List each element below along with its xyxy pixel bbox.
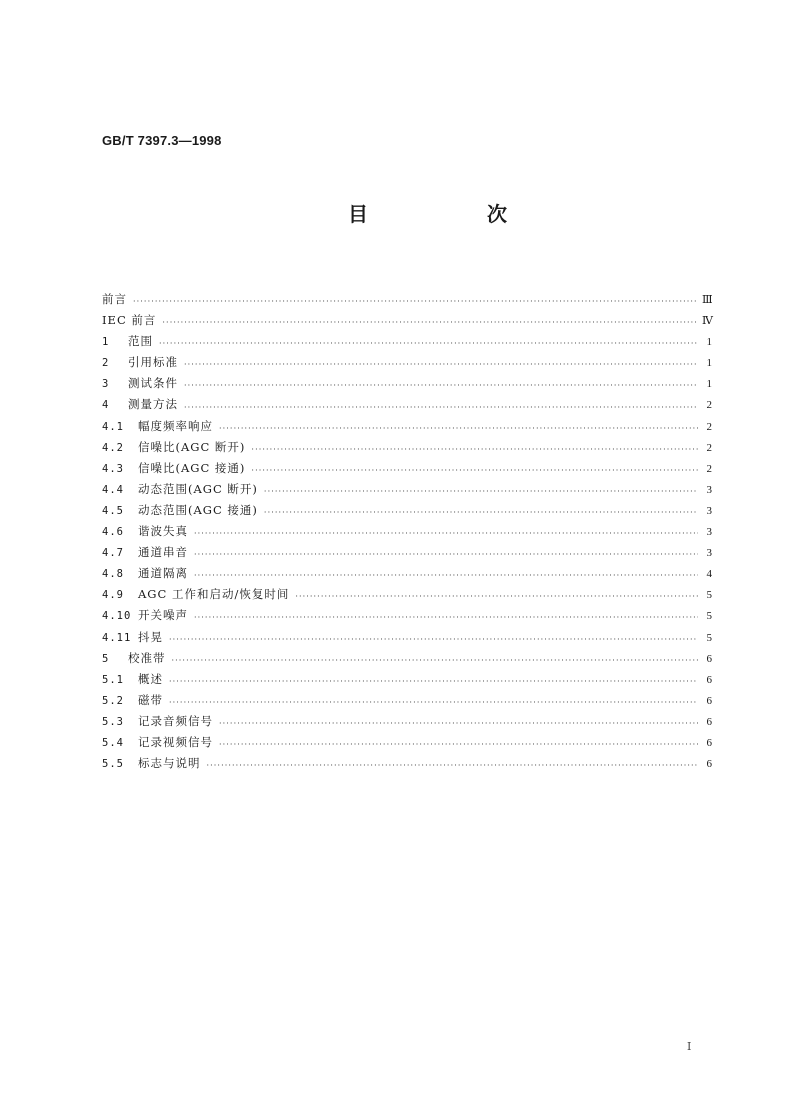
toc-dot-leader [194, 529, 698, 538]
toc-entry-label: 信噪比(AGC 断开) [138, 439, 246, 454]
toc-entry-number: 4.9 [102, 589, 124, 602]
toc-entry-label: 测试条件 [128, 376, 178, 391]
toc-dot-leader [184, 360, 698, 369]
toc-entry-number: 5 [102, 652, 110, 665]
toc-entry-number: 5.4 [102, 736, 124, 749]
toc-dot-leader [219, 424, 698, 433]
toc-entry[interactable] [102, 586, 712, 607]
table-of-contents [102, 291, 712, 776]
toc-dot-leader [219, 740, 698, 749]
toc-entry[interactable] [102, 713, 712, 734]
toc-entry[interactable] [102, 354, 712, 375]
toc-dot-leader [207, 761, 699, 770]
standard-number: GB/T 7397.3—1998 [102, 133, 222, 148]
toc-entry-page: 6 [706, 652, 712, 665]
toc-dot-leader [184, 403, 698, 412]
toc-entry-number: 3 [102, 378, 110, 391]
toc-entry[interactable] [102, 650, 712, 671]
toc-entry-label: IEC 前言 [102, 313, 157, 328]
toc-dot-leader [169, 698, 698, 707]
toc-entry[interactable] [102, 755, 712, 776]
page-number: Ⅰ [687, 1040, 692, 1053]
toc-entry-number: 5.5 [102, 758, 124, 771]
toc-dot-leader [194, 571, 698, 580]
toc-entry[interactable] [102, 629, 712, 650]
toc-entry-label: 动态范围(AGC 接通) [138, 502, 258, 517]
toc-entry[interactable] [102, 333, 712, 354]
toc-entry-page: 3 [706, 547, 712, 560]
toc-entry-number: 4.2 [102, 441, 124, 454]
toc-entry-page: 5 [706, 589, 712, 602]
toc-dot-leader [133, 297, 698, 306]
toc-entry-number: 4.1 [102, 420, 124, 433]
toc-entry-label: 幅度频率响应 [138, 418, 213, 433]
toc-entry[interactable] [102, 396, 712, 417]
toc-entry-label: 测量方法 [128, 397, 178, 412]
toc-entry-page: 5 [706, 610, 712, 623]
toc-entry[interactable] [102, 692, 712, 713]
toc-entry[interactable] [102, 671, 712, 692]
toc-entry-label: 范围 [128, 334, 153, 349]
toc-dot-leader [264, 487, 698, 496]
toc-entry-number: 4.10 [102, 610, 132, 623]
toc-entry-label: 开关噪声 [138, 608, 188, 623]
toc-entry-number: 4.7 [102, 547, 124, 560]
toc-entry[interactable] [102, 312, 712, 333]
toc-dot-leader [159, 339, 698, 348]
toc-dot-leader [295, 592, 698, 601]
toc-entry-page: 6 [706, 736, 712, 749]
toc-entry[interactable] [102, 607, 712, 628]
toc-dot-leader [162, 318, 698, 327]
toc-entry[interactable] [102, 565, 712, 586]
toc-entry[interactable] [102, 418, 712, 439]
toc-entry-number: 4.8 [102, 568, 124, 581]
toc-entry-page: 5 [706, 631, 712, 644]
toc-entry-number: 2 [102, 357, 110, 370]
toc-entry-number: 5.1 [102, 673, 124, 686]
toc-entry-number: 4.5 [102, 504, 124, 517]
toc-entry-label: 引用标准 [128, 355, 178, 370]
toc-entry[interactable] [102, 439, 712, 460]
toc-entry-label: 磁带 [138, 692, 163, 707]
toc-entry-page: 2 [706, 420, 712, 433]
toc-entry-page: 1 [706, 357, 712, 370]
toc-entry-label: 概述 [138, 671, 163, 686]
toc-entry-label: 前言 [102, 292, 127, 306]
toc-entry[interactable] [102, 544, 712, 565]
toc-entry-label: 记录视频信号 [138, 734, 213, 749]
toc-dot-leader [194, 613, 698, 622]
toc-entry-label: 信噪比(AGC 接通) [138, 460, 246, 475]
toc-entry[interactable] [102, 523, 712, 544]
toc-entry[interactable] [102, 734, 712, 755]
toc-entry-label: 记录音频信号 [138, 713, 213, 728]
toc-entry-number: 5.2 [102, 694, 124, 707]
toc-entry-page: 1 [706, 336, 712, 349]
toc-dot-leader [169, 635, 698, 644]
toc-entry-page: 1 [706, 378, 712, 391]
toc-entry[interactable] [102, 460, 712, 481]
toc-entry-page: 2 [706, 441, 712, 454]
toc-entry-label: 标志与说明 [138, 756, 201, 771]
toc-entry[interactable] [102, 375, 712, 396]
toc-entry[interactable] [102, 291, 712, 312]
toc-entry-page: 6 [706, 694, 712, 707]
toc-entry-label: AGC 工作和启动/恢复时间 [138, 587, 290, 602]
page-title: 目 次 [348, 202, 563, 226]
toc-entry-number: 4.6 [102, 526, 124, 539]
toc-dot-leader [251, 445, 698, 454]
toc-entry-number: 5.3 [102, 715, 124, 728]
toc-entry[interactable] [102, 481, 712, 502]
toc-entry-page: 3 [706, 526, 712, 539]
toc-entry-page: 6 [706, 758, 712, 771]
toc-entry-page: 2 [706, 399, 712, 412]
toc-entry-number: 4.11 [102, 631, 132, 644]
toc-entry-page: Ⅳ [702, 315, 713, 328]
toc-entry-number: 4.4 [102, 483, 124, 496]
toc-entry-label: 抖晃 [138, 629, 163, 644]
toc-dot-leader [194, 550, 698, 559]
toc-dot-leader [264, 508, 698, 517]
toc-entry-number: 1 [102, 336, 110, 349]
toc-entry-page: 3 [706, 504, 712, 517]
toc-entry-label: 动态范围(AGC 断开) [138, 481, 258, 496]
toc-entry-label: 通道隔离 [138, 566, 188, 581]
toc-dot-leader [251, 466, 698, 475]
toc-entry[interactable] [102, 502, 712, 523]
toc-dot-leader [172, 656, 699, 665]
toc-entry-page: 3 [706, 483, 712, 496]
toc-entry-page: Ⅲ [702, 294, 713, 306]
toc-dot-leader [184, 381, 698, 390]
toc-entry-page: 6 [706, 673, 712, 686]
toc-entry-number: 4 [102, 399, 110, 412]
toc-entry-number: 4.3 [102, 462, 124, 475]
toc-entry-label: 谐波失真 [138, 524, 188, 539]
toc-entry-label: 校准带 [128, 650, 166, 665]
toc-entry-label: 通道串音 [138, 545, 188, 560]
toc-entry-page: 6 [706, 715, 712, 728]
toc-dot-leader [169, 677, 698, 686]
toc-dot-leader [219, 719, 698, 728]
toc-entry-page: 4 [706, 568, 712, 581]
toc-entry-page: 2 [706, 462, 712, 475]
